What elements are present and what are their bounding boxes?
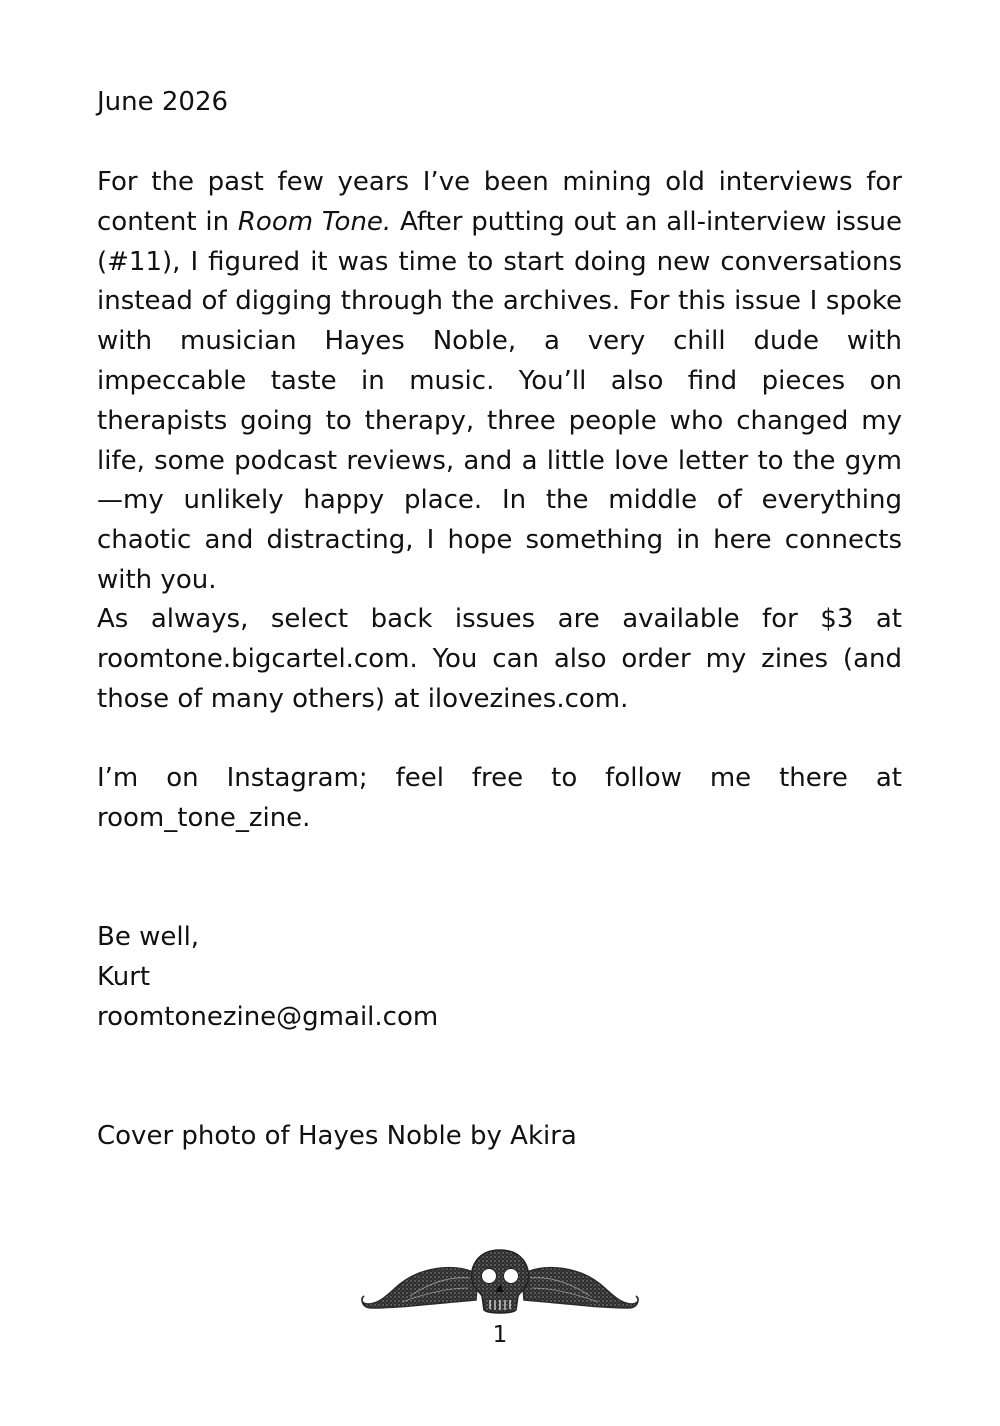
closing-line: Be well, <box>97 922 200 952</box>
author-name: Kurt <box>97 961 151 992</box>
zine-title: Room Tone. <box>237 206 392 237</box>
issue-date: June 2026 <box>97 87 229 117</box>
back-issues-paragraph: As always, select back issues are available for $3 at roomtone.bigcartel.com. You can also order my zines (and those of many others) at ilovezines.com. <box>97 604 902 714</box>
author-email: roomtonezine@gmail.com <box>97 1001 439 1032</box>
signoff <box>97 918 902 1037</box>
cover-credit: Cover photo of Hayes Noble by Akira <box>97 1121 577 1151</box>
intro-text-start: For the past few years I’ve been mining old interviews for content in <box>97 167 902 237</box>
intro-text-end: After putting out an all-interview issue (#11), I figured it was time to start doing new conversations instead of digging through the archives. For this issue I spoke with musician Hayes Noble, a very chill dude with impeccable taste in music. You’ll also find pieces on therapists going to therapy, three people who changed my life, some podcast reviews, and a little love letter to the gym—my unlikely happy place. In the middle of everything chaotic and distracting, I hope something in here connects with you. <box>97 206 902 595</box>
instagram-paragraph: I’m on Instagram; feel free to follow me there at room_tone_zine. <box>97 763 902 833</box>
intro-paragraph <box>97 163 902 601</box>
page-number: 1 <box>492 1322 508 1348</box>
winged-skull-icon <box>358 1244 642 1318</box>
